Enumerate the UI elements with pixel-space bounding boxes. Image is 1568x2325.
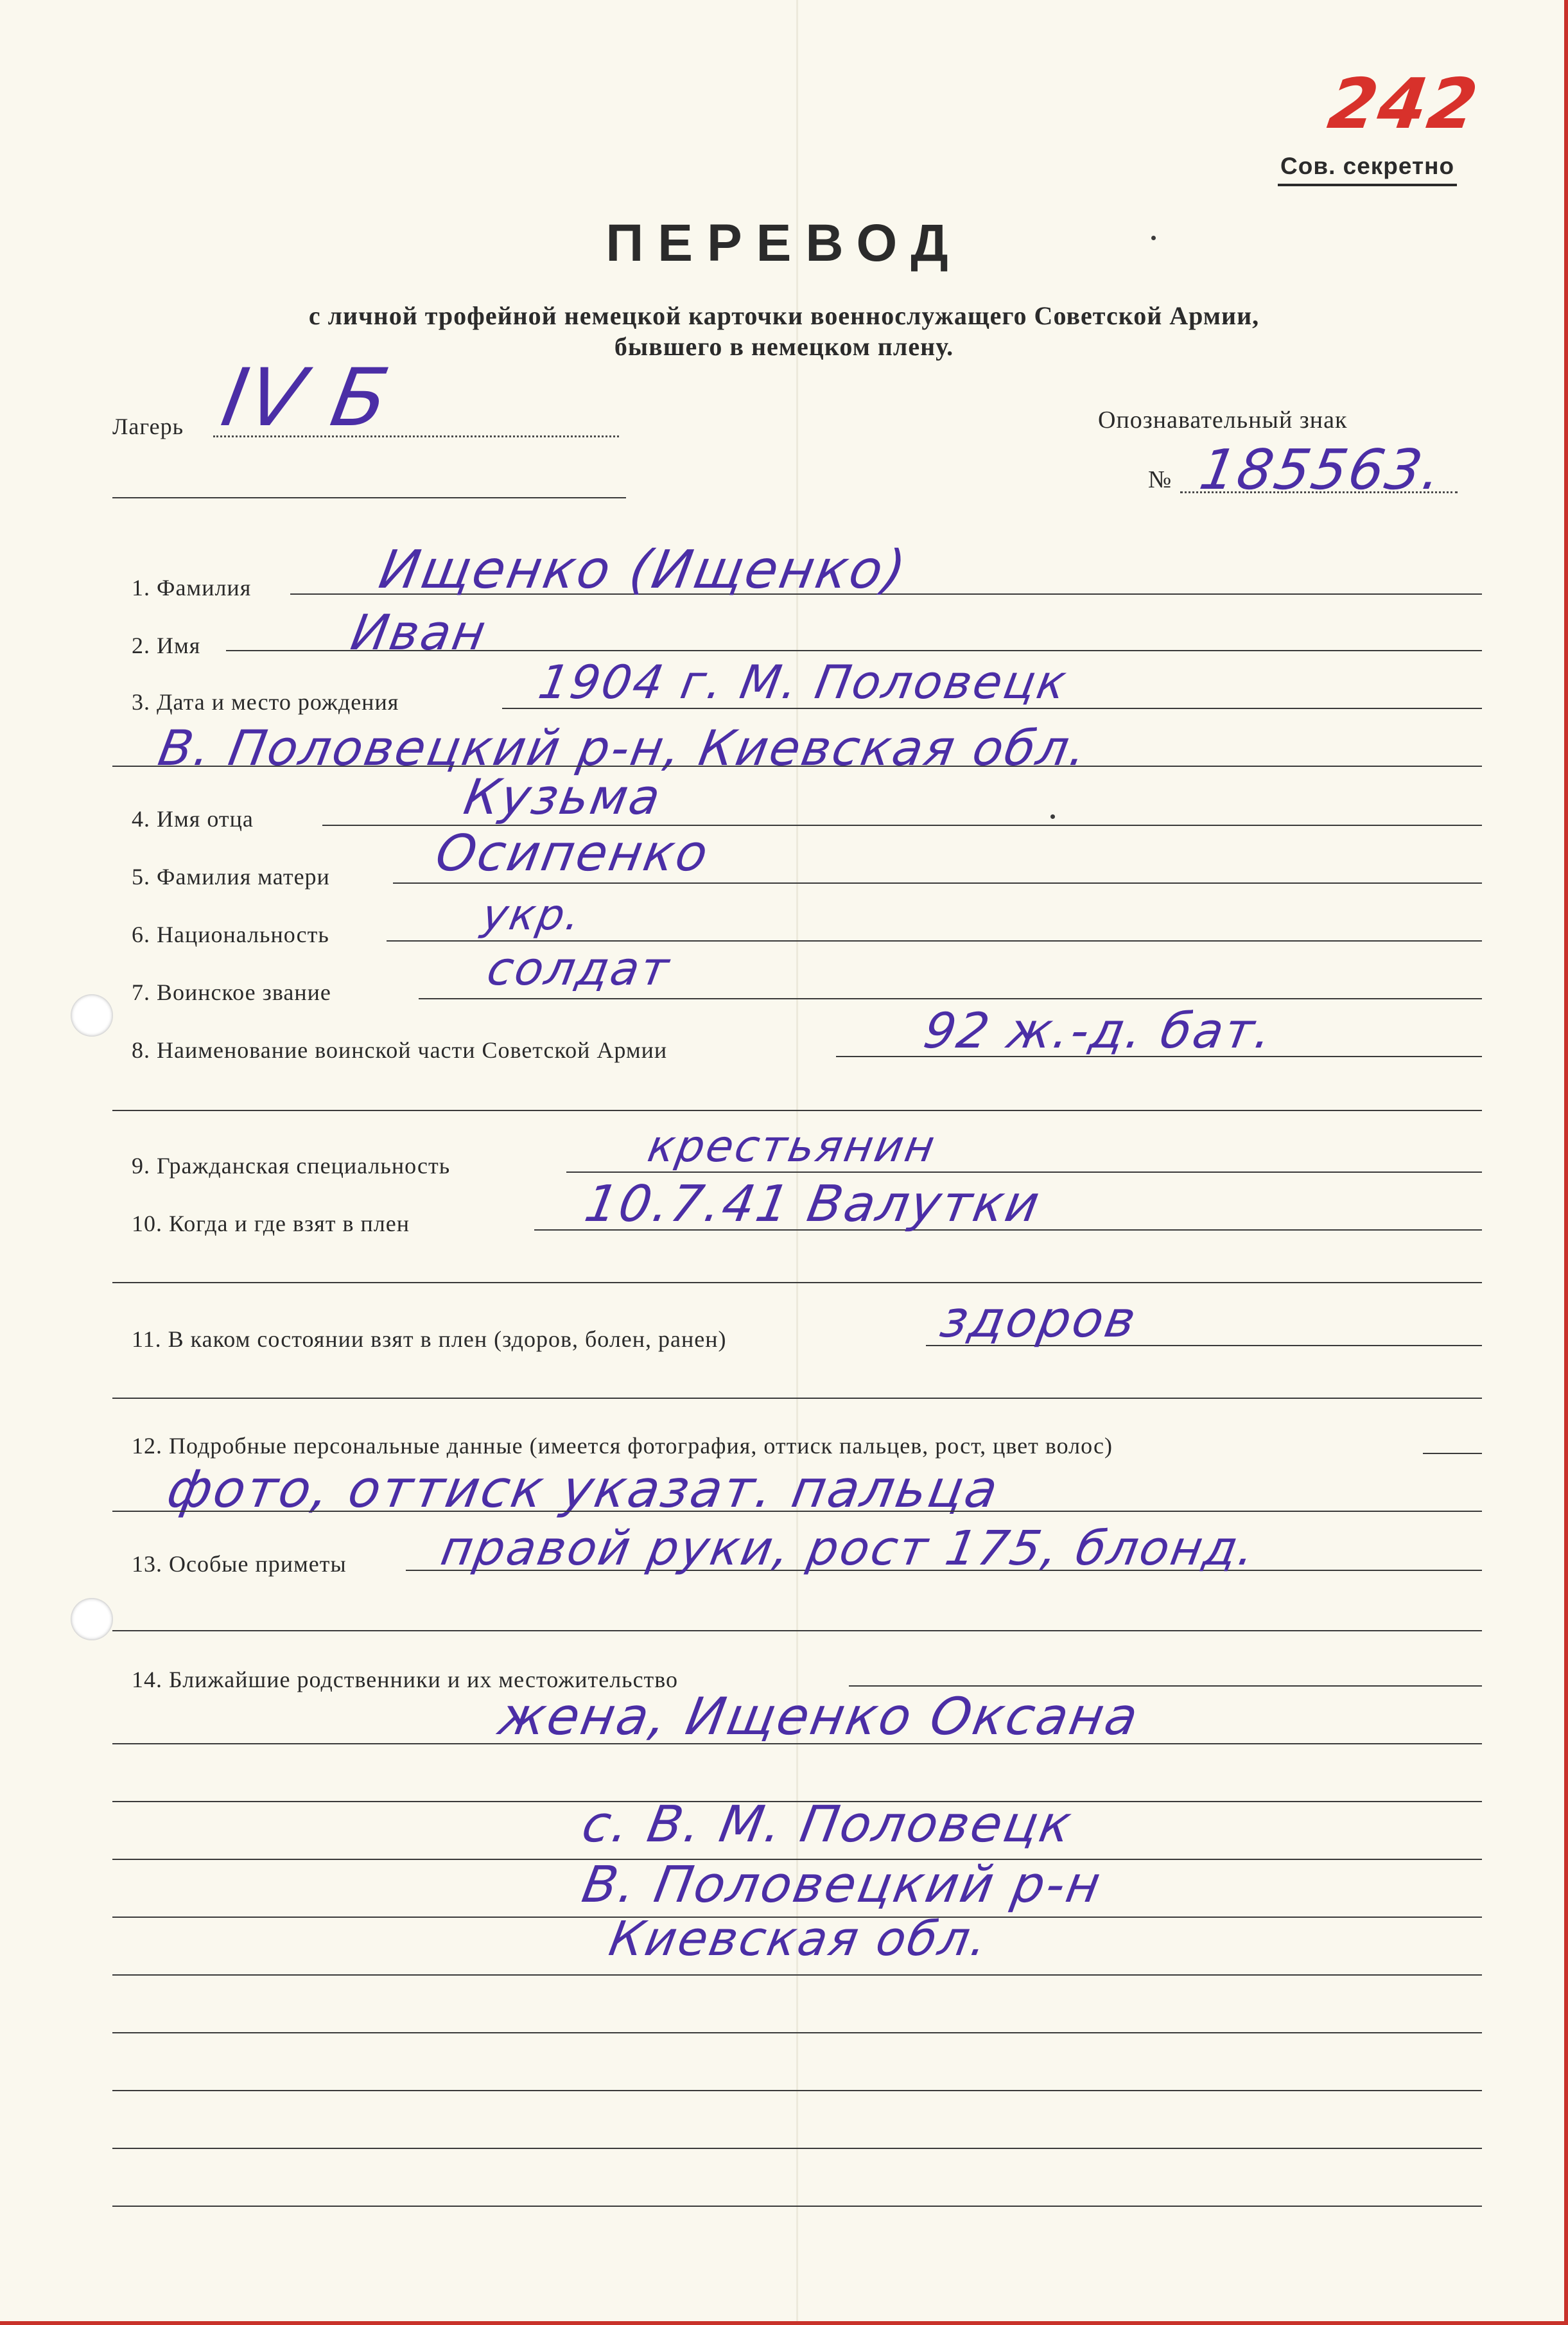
field-11-label: 11. В каком состоянии взят в плен (здоров, болен, ранен) [132,1326,727,1352]
field-10-value: 10.7.41 Валутки [580,1175,1046,1233]
field-6-label: 6. Национальность [132,922,329,947]
field-14-row-line-6 [112,2032,1482,2033]
field-11-value: здоров [936,1291,1142,1349]
camp-second-line [112,497,626,498]
field-5-label: 5. Фамилия матери [132,864,330,890]
field-11-continuation-line [112,1398,1482,1399]
field-14-value-line1: жена, Ищенко Оксана [494,1687,1144,1746]
field-14-value-line3: В. Половецкий р-н [578,1856,1106,1914]
field-3-label: 3. Дата и место рождения [132,689,399,715]
field-7-value: солдат [483,942,675,996]
field-12-value: фото, оттиск указат. пальца [162,1459,1004,1519]
ink-dot-2 [1050,814,1055,819]
field-14-row-line-1 [112,1743,1482,1744]
classification-stamp: Сов. секретно [1278,153,1457,186]
field-3-continuation-line [112,766,1482,767]
field-14-row-line-5 [112,1974,1482,1976]
field-5-value: Осипенко [431,825,714,882]
archive-number: 242 [1323,64,1484,145]
id-tag-label: Опознавательный знак [1098,407,1348,434]
field-1-value: Ищенко (Ищенко) [374,540,912,601]
field-3-value: 1904 г. М. Половецк [534,655,1072,709]
field-12-label: 12. Подробные персональные данные (имеется фотография, оттиск пальцев, рост, цвет волос) [132,1433,1113,1459]
field-10-label: 10. Когда и где взят в плен [132,1211,410,1236]
camp-value: IV Б [215,352,397,444]
field-14-row-line-7 [112,2090,1482,2091]
field-14-value-line2: с. В. М. Половецк [578,1796,1077,1854]
field-7-line [419,998,1482,999]
field-13-value: правой руки, рост 175, блонд. [437,1521,1261,1576]
field-9-label: 9. Гражданская специальность [132,1153,451,1179]
field-8-value: 92 ж.-д. бат. [919,1002,1278,1059]
field-5-line [393,882,1482,884]
field-6-value: укр. [478,890,586,940]
id-tag-value: 185563. [1195,438,1449,502]
field-7-label: 7. Воинское звание [132,979,331,1005]
field-14-row-line-9 [112,2206,1482,2207]
field-3-value-continued: В. Половецкий р-н, Киевская обл. [154,719,1093,776]
field-2-label: 2. Имя [132,633,201,658]
camp-label: Лагерь [112,414,184,439]
field-2-value: Иван [347,604,492,661]
field-1-label: 1. Фамилия [132,575,252,601]
field-14-row-line-8 [112,2148,1482,2149]
document-subtitle-line1: с личной трофейной немецкой карточки военнослужащего Советской Армии, [308,301,1260,330]
field-8-continuation-line [112,1110,1482,1111]
field-14-label: 14. Ближайшие родственники и их местожительство [132,1667,679,1692]
field-13-continuation-line [112,1630,1482,1631]
field-14-value-line4: Киевская обл. [605,1911,993,1967]
field-4-label: 4. Имя отца [132,806,254,832]
id-tag-number-label: № [1148,466,1172,493]
field-12-line [1423,1453,1482,1454]
field-13-label: 13. Особые приметы [132,1551,347,1577]
field-10-continuation-line [112,1282,1482,1283]
field-4-value: Кузьма [460,768,666,825]
field-9-value: крестьянин [644,1121,941,1172]
punch-hole-bottom [71,1598,113,1640]
field-8-label: 8. Наименование воинской части Советской Армии [132,1037,668,1063]
field-12-continuation-line [112,1511,1482,1512]
document-subtitle-line2: бывшего в немецком плену. [614,332,954,361]
document-title: ПЕРЕВОД [605,214,963,272]
punch-hole-top [71,994,113,1037]
